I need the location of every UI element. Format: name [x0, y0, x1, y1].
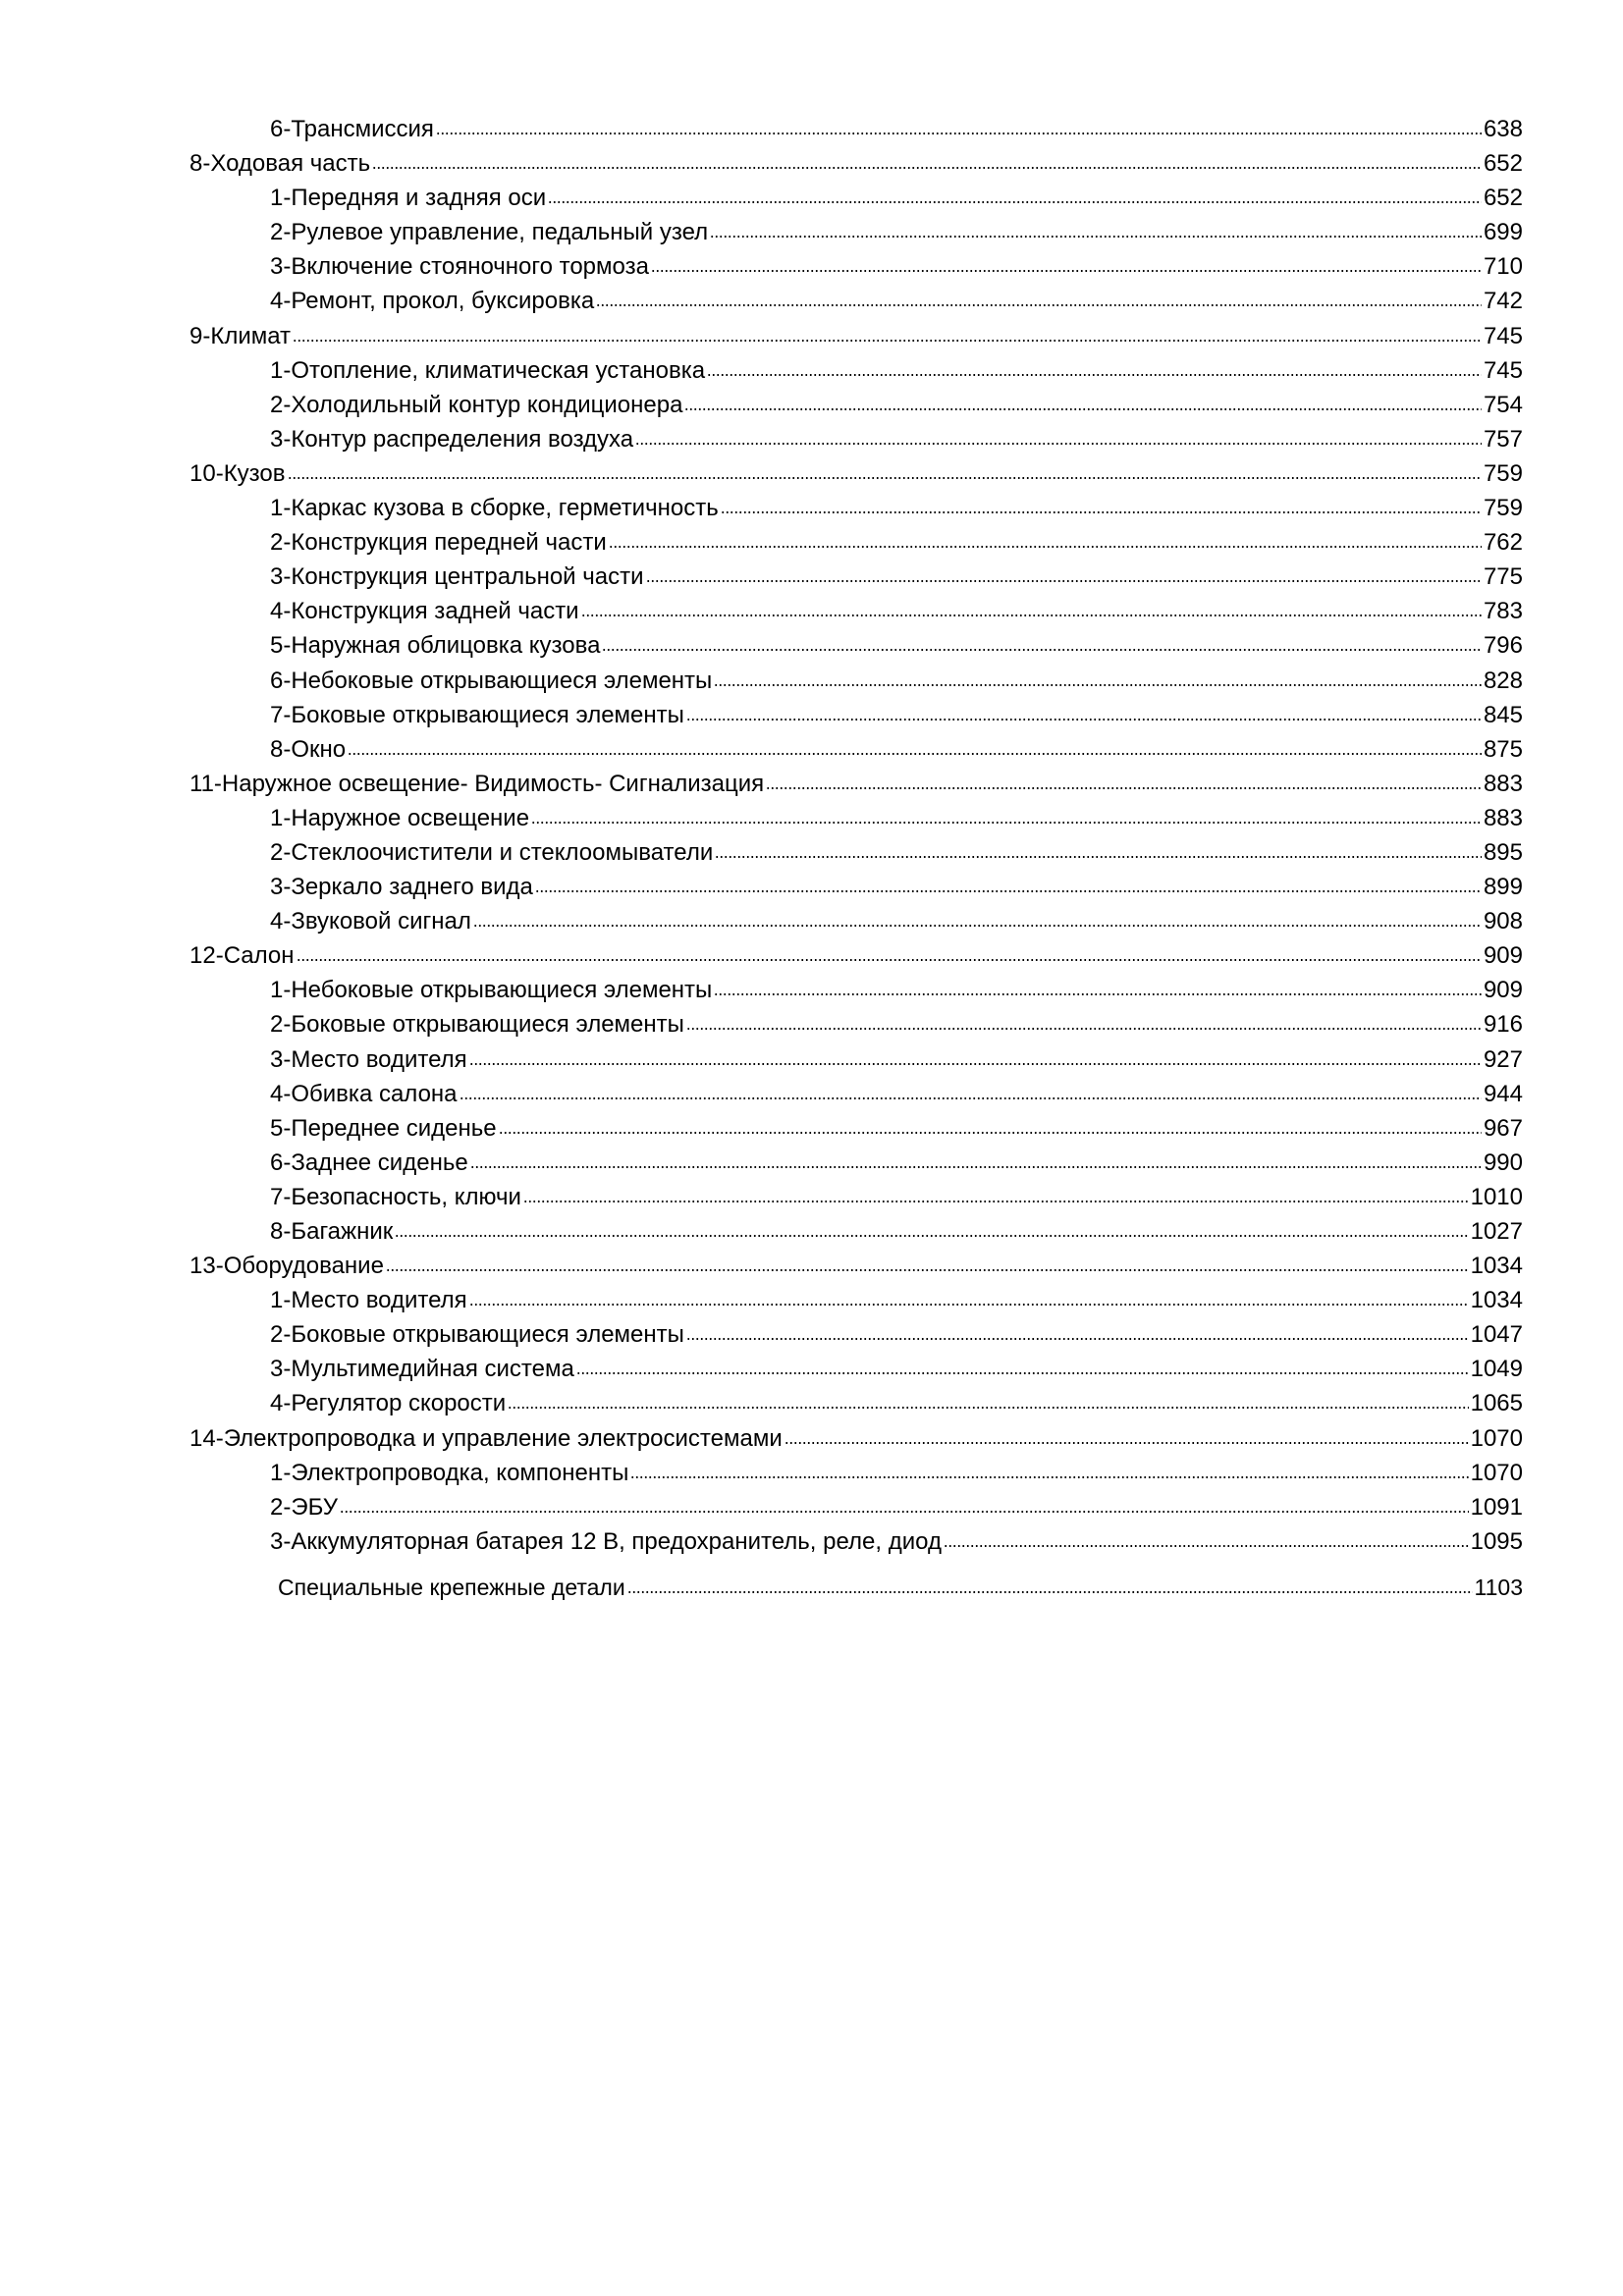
dot-leader [686, 1028, 1482, 1030]
toc-entry-title: 8-Ходовая часть [189, 150, 371, 178]
toc-section-entry[interactable] [189, 767, 1523, 801]
toc-section-entry[interactable] [189, 1421, 1523, 1456]
toc-subsection-entry[interactable] [189, 628, 1523, 663]
toc-subsection-entry[interactable] [189, 664, 1523, 698]
dot-leader [531, 822, 1482, 824]
dot-leader [609, 546, 1482, 548]
toc-subsection-entry[interactable] [189, 1490, 1523, 1524]
toc-subsection-entry[interactable] [189, 835, 1523, 870]
toc-entry-page-number: 699 [1483, 219, 1523, 246]
toc-entry-title: 8-Окно [270, 735, 347, 763]
toc-entry-page-number: 762 [1483, 529, 1523, 557]
dot-leader [714, 993, 1482, 995]
toc-entry-title: 7-Боковые открывающиеся элементы [270, 701, 684, 728]
toc-subsection-entry[interactable] [189, 1007, 1523, 1041]
toc-subsection-entry[interactable] [189, 1386, 1523, 1420]
toc-entry-title: 3-Место водителя [270, 1045, 467, 1073]
toc-subsection-entry[interactable] [189, 1456, 1523, 1490]
toc-entry-page-number: 775 [1483, 563, 1523, 591]
toc-subsection-entry[interactable] [189, 1146, 1523, 1180]
toc-subsection-entry[interactable] [189, 1214, 1523, 1249]
toc-subsection-entry[interactable] [189, 491, 1523, 525]
toc-entry-page-number: 909 [1483, 977, 1523, 1004]
toc-subsection-entry[interactable] [189, 353, 1523, 388]
toc-entry-page-number: 1091 [1470, 1493, 1523, 1521]
toc-entry-title: 4-Звуковой сигнал [270, 908, 471, 935]
toc-entry-page-number: 1103 [1474, 1574, 1523, 1600]
toc-entry-title: 12-Салон [189, 942, 295, 970]
dot-leader [686, 719, 1482, 721]
toc-entry-page-number: 1070 [1470, 1424, 1523, 1452]
toc-subsection-entry[interactable] [189, 112, 1523, 146]
toc-entry-title: 7-Безопасность, ключи [270, 1183, 521, 1210]
toc-entry-title: 1-Электропроводка, компоненты [270, 1459, 629, 1486]
toc-entry-page-number: 1034 [1470, 1253, 1523, 1280]
dot-leader [523, 1201, 1469, 1202]
toc-entry-page-number: 759 [1483, 459, 1523, 487]
toc-entry-page-number: 909 [1483, 942, 1523, 970]
toc-entry-title: 3-Включение стояночного тормоза [270, 253, 649, 281]
toc-entry-page-number: 1027 [1470, 1218, 1523, 1245]
toc-entry-title: 6-Заднее сиденье [270, 1148, 468, 1176]
dot-leader [288, 477, 1482, 479]
toc-entry-title: 1-Наружное освещение [270, 804, 530, 831]
toc-entry-title: 5-Наружная облицовка кузова [270, 632, 601, 660]
toc-entry-page-number: 895 [1483, 838, 1523, 866]
dot-leader [348, 753, 1482, 755]
toc-entry-title: 4-Регулятор скорости [270, 1390, 507, 1417]
toc-entry-title: 3-Мультимедийная система [270, 1356, 574, 1383]
toc-entry-page-number: 1065 [1470, 1390, 1523, 1417]
toc-subsection-entry[interactable] [189, 1283, 1523, 1317]
toc-subsection-entry[interactable] [189, 1317, 1523, 1352]
toc-entry-title: 2-Рулевое управление, педальный узел [270, 219, 709, 246]
toc-entry-title: 4-Конструкция задней части [270, 598, 579, 625]
toc-entry-page-number: 638 [1483, 116, 1523, 142]
toc-subsection-entry[interactable] [189, 181, 1523, 215]
toc-section-entry[interactable] [189, 938, 1523, 973]
dot-leader [602, 649, 1482, 651]
toc-subsection-entry[interactable] [189, 525, 1523, 560]
toc-entry-title: 11-Наружное освещение- Видимость- Сигнализация [189, 770, 765, 797]
dot-leader [596, 304, 1482, 306]
toc-subsection-entry[interactable] [189, 870, 1523, 904]
toc-entry-page-number: 754 [1483, 391, 1523, 418]
dot-leader [715, 856, 1482, 858]
toc-subsection-entry[interactable] [189, 1077, 1523, 1111]
toc-entry-page-number: 710 [1483, 253, 1523, 281]
toc-subsection-entry[interactable] [189, 801, 1523, 835]
toc-entry-page-number: 828 [1483, 667, 1523, 694]
toc-entry-title: 2-Стеклоочистители и стеклоомыватели [270, 838, 714, 866]
dot-leader [436, 133, 1482, 134]
dot-leader [548, 201, 1482, 203]
toc-entry-title: 2-Конструкция передней части [270, 529, 607, 557]
dot-leader [297, 959, 1482, 961]
toc-subsection-entry[interactable] [189, 698, 1523, 732]
toc-entry-title: 3-Аккумуляторная батарея 12 В, предохранитель, реле, диод [270, 1527, 942, 1555]
toc-entry-page-number: 742 [1483, 288, 1523, 315]
dot-leader [293, 340, 1482, 342]
toc-subsection-entry[interactable] [189, 249, 1523, 284]
toc-section-entry[interactable] [189, 146, 1523, 181]
dot-leader [499, 1132, 1482, 1134]
toc-entry-page-number: 916 [1483, 1011, 1523, 1039]
toc-entry-page-number: 908 [1483, 908, 1523, 935]
toc-subsection-entry[interactable] [189, 904, 1523, 938]
toc-entry-title: 3-Контур распределения воздуха [270, 425, 634, 453]
dot-leader [386, 1269, 1469, 1271]
dot-leader [469, 1304, 1469, 1306]
toc-entry-page-number: 796 [1483, 632, 1523, 660]
dot-leader [469, 1063, 1482, 1065]
dot-leader [684, 408, 1482, 410]
toc-entry-title: 1-Передняя и задняя оси [270, 185, 547, 212]
toc-subsection-entry[interactable] [189, 1524, 1523, 1559]
toc-entry-page-number: 745 [1483, 356, 1523, 384]
dot-leader [686, 1338, 1469, 1340]
toc-entry-title: 13-Оборудование [189, 1253, 384, 1280]
dot-leader [508, 1407, 1468, 1409]
toc-subsection-entry[interactable] [189, 1111, 1523, 1146]
dot-leader [372, 167, 1482, 169]
toc-subsection-entry[interactable] [189, 973, 1523, 1007]
toc-entry-title: 1-Каркас кузова в сборке, герметичность [270, 495, 719, 522]
dot-leader [460, 1097, 1482, 1099]
dot-leader [710, 236, 1482, 238]
dot-leader [944, 1545, 1469, 1547]
toc-entry-title: 10-Кузов [189, 459, 286, 487]
toc-entry-page-number: 1047 [1470, 1321, 1523, 1349]
toc-entry-title: 8-Багажник [270, 1218, 394, 1245]
toc-entry-page-number: 883 [1483, 770, 1523, 797]
toc-entry-title: 4-Ремонт, прокол, буксировка [270, 288, 595, 315]
toc-entry-title: 14-Электропроводка и управление электросистемами [189, 1424, 783, 1452]
toc-entry-page-number: 652 [1483, 150, 1523, 178]
toc-entry-page-number: 759 [1483, 495, 1523, 522]
dot-leader [470, 1166, 1482, 1168]
toc-entry-title: 5-Переднее сиденье [270, 1114, 497, 1142]
toc-section-entry[interactable] [189, 456, 1523, 491]
toc-subsection-entry[interactable] [189, 1180, 1523, 1214]
toc-subsection-entry[interactable] [189, 594, 1523, 628]
toc-subsection-entry[interactable] [189, 1352, 1523, 1386]
table-of-contents [189, 112, 1523, 1605]
toc-entry-title: 1-Место водителя [270, 1287, 467, 1314]
toc-entry-title: 2-Холодильный контур кондиционера [270, 391, 683, 418]
toc-subsection-entry[interactable] [189, 422, 1523, 456]
toc-subsection-entry[interactable] [189, 215, 1523, 249]
toc-subsection-entry[interactable] [189, 1042, 1523, 1077]
toc-entry-title: 3-Конструкция центральной части [270, 563, 644, 591]
dot-leader [581, 614, 1482, 616]
toc-entry-title: 1-Небоковые открывающиеся элементы [270, 977, 713, 1004]
dot-leader [395, 1235, 1468, 1237]
toc-entry-page-number: 1049 [1470, 1356, 1523, 1383]
toc-entry-page-number: 875 [1483, 735, 1523, 763]
dot-leader [340, 1511, 1469, 1513]
toc-subsection-entry[interactable] [189, 284, 1523, 318]
toc-entry-title: 6-Небоковые открывающиеся элементы [270, 667, 713, 694]
dot-leader [473, 925, 1482, 927]
toc-entry-page-number: 1010 [1470, 1183, 1523, 1210]
toc-entry-page-number: 845 [1483, 701, 1523, 728]
toc-entry-title: 2-ЭБУ [270, 1493, 339, 1521]
toc-entry-page-number: 745 [1483, 322, 1523, 349]
toc-entry-page-number: 783 [1483, 598, 1523, 625]
toc-entry-page-number: 944 [1483, 1080, 1523, 1107]
toc-entry-title: 2-Боковые открывающиеся элементы [270, 1011, 684, 1039]
toc-entry-page-number: 1095 [1470, 1527, 1523, 1555]
dot-leader [766, 787, 1482, 789]
toc-entry-page-number: 652 [1483, 185, 1523, 212]
dot-leader [646, 580, 1482, 582]
toc-entry-page-number: 899 [1483, 874, 1523, 901]
toc-subsection-entry[interactable] [189, 388, 1523, 422]
toc-entry-page-number: 757 [1483, 425, 1523, 453]
toc-entry-title: 1-Отопление, климатическая установка [270, 356, 706, 384]
dot-leader [784, 1442, 1469, 1444]
dot-leader [535, 890, 1482, 892]
toc-entry-page-number: 990 [1483, 1148, 1523, 1176]
dot-leader [627, 1591, 1473, 1593]
toc-entry-page-number: 1034 [1470, 1287, 1523, 1314]
toc-entry-title: Специальные крепежные детали [278, 1574, 625, 1600]
toc-section-entry[interactable] [189, 319, 1523, 353]
toc-entry-title: 6-Трансмиссия [270, 116, 434, 142]
toc-entry-page-number: 883 [1483, 804, 1523, 831]
dot-leader [707, 374, 1482, 376]
dot-leader [630, 1476, 1468, 1478]
toc-entry-title: 2-Боковые открывающиеся элементы [270, 1321, 684, 1349]
toc-subsection-entry[interactable] [189, 560, 1523, 594]
dot-leader [714, 684, 1482, 686]
toc-entry-page-number: 967 [1483, 1114, 1523, 1142]
dot-leader [651, 270, 1482, 272]
toc-entry-title: 3-Зеркало заднего вида [270, 874, 533, 901]
toc-special-entry[interactable] [189, 1571, 1523, 1605]
toc-entry-page-number: 927 [1483, 1045, 1523, 1073]
toc-entry-title: 9-Климат [189, 322, 292, 349]
toc-section-entry[interactable] [189, 1249, 1523, 1283]
toc-entry-page-number: 1070 [1470, 1459, 1523, 1486]
dot-leader [721, 511, 1482, 513]
dot-leader [635, 443, 1482, 445]
dot-leader [576, 1372, 1469, 1374]
toc-entry-title: 4-Обивка салона [270, 1080, 458, 1107]
toc-subsection-entry[interactable] [189, 732, 1523, 767]
